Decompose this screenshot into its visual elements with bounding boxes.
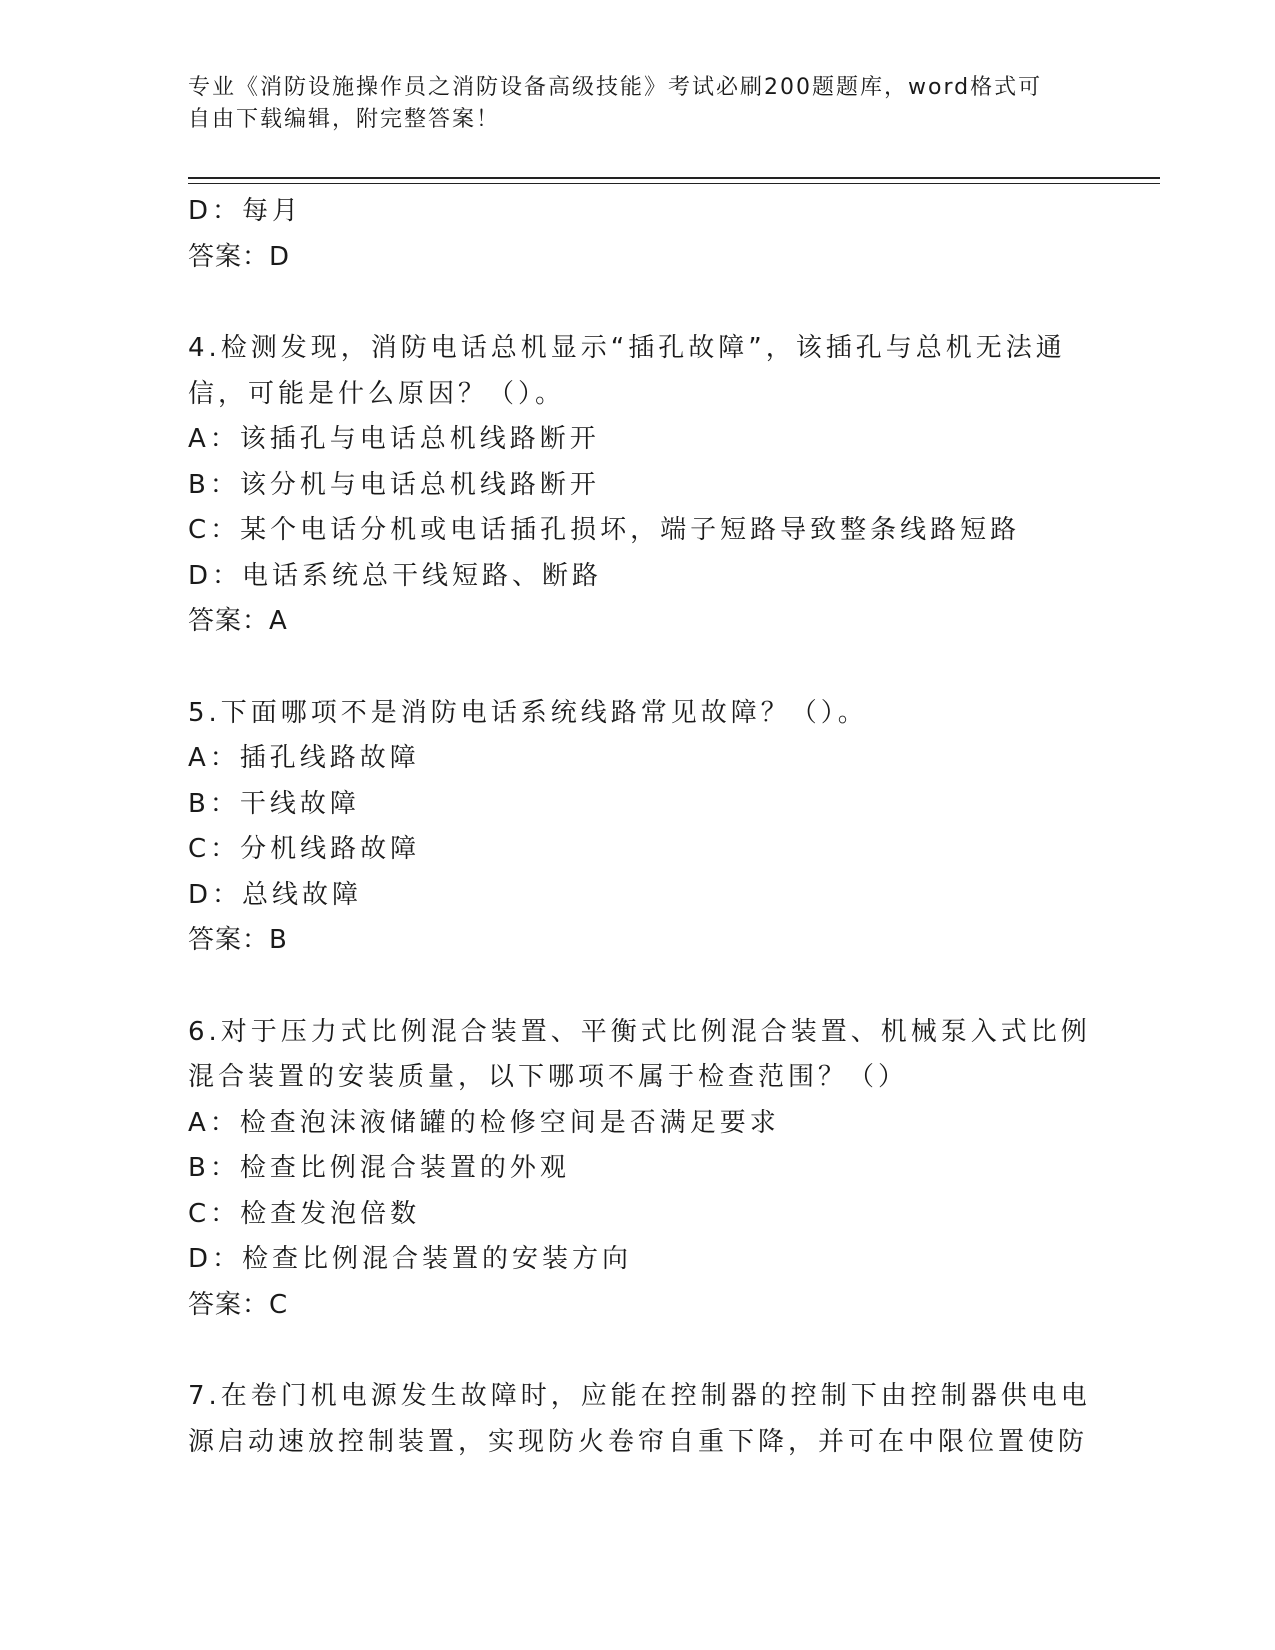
- option-d: D：电话系统总干线短路、断路: [188, 560, 603, 591]
- question-text-line-1: 4.检测发现，消防电话总机显示“插孔故障”，该插孔与总机无法通: [188, 333, 1066, 363]
- document-header: [188, 72, 1088, 136]
- answer-value: A: [269, 606, 288, 636]
- answer-label: 答案：: [188, 606, 270, 636]
- answer-label: 答案：: [188, 1289, 270, 1320]
- answer-value: C: [269, 1289, 289, 1320]
- previous-question-tail: [188, 189, 1088, 280]
- option-b: B：该分机与电话总机线路断开: [188, 469, 600, 500]
- header-divider-thick: [188, 177, 1160, 179]
- header-line-2: 自由下载编辑，附完整答案！: [188, 107, 501, 132]
- answer-line: [188, 918, 1088, 964]
- question-5: [188, 691, 1088, 964]
- question-6: [188, 1010, 1091, 1329]
- question-text-line-1: 5.下面哪项不是消防电话系统线路常见故障？（）。: [188, 697, 868, 728]
- answer-value: B: [269, 925, 288, 955]
- option-a: A：插孔线路故障: [188, 743, 420, 773]
- answer-value: D: [269, 241, 291, 272]
- question-text-line-2: 源启动速放控制装置，实现防火卷帘自重下降，并可在中限位置使防: [188, 1426, 1089, 1457]
- option-d: D：总线故障: [188, 879, 363, 910]
- option-d: D：检查比例混合装置的安装方向: [188, 1244, 633, 1274]
- header-divider-thin: [188, 183, 1160, 184]
- question-text-line-1: 6.对于压力式比例混合装置、平衡式比例混合装置、机械泵入式比例: [188, 1016, 1091, 1047]
- answer-label: 答案：: [188, 241, 270, 272]
- option-a: A：该插孔与电话总机线路断开: [188, 424, 600, 454]
- option-b: B：干线故障: [188, 788, 360, 819]
- question-text-line-1: 7.在卷门机电源发生故障时，应能在控制器的控制下由控制器供电电: [188, 1381, 1091, 1411]
- option-c: C：分机线路故障: [188, 834, 421, 864]
- question-text-line-2: 信，可能是什么原因？（）。: [188, 378, 566, 409]
- option-b: B：检查比例混合装置的外观: [188, 1153, 570, 1183]
- answer-label: 答案：: [188, 925, 270, 955]
- option-c: C：检查发泡倍数: [188, 1198, 421, 1229]
- answer-line: [188, 1283, 1088, 1329]
- question-content: [188, 189, 1091, 1465]
- option-d: D：每月: [188, 196, 303, 226]
- option-a: A：检查泡沫液储罐的检修空间是否满足要求: [188, 1107, 780, 1138]
- question-4: [188, 326, 1088, 645]
- question-7: [188, 1374, 1091, 1465]
- answer-line: [188, 235, 1088, 281]
- question-text-line-2: 混合装置的安装质量，以下哪项不属于检查范围？（）: [188, 1062, 909, 1092]
- option-c: C：某个电话分机或电话插孔损坏，端子短路导致整条线路短路: [188, 515, 1021, 545]
- header-line-1: 专业《消防设施操作员之消防设备高级技能》考试必刷200题题库，word格式可: [188, 75, 1043, 100]
- answer-line: [188, 599, 1088, 645]
